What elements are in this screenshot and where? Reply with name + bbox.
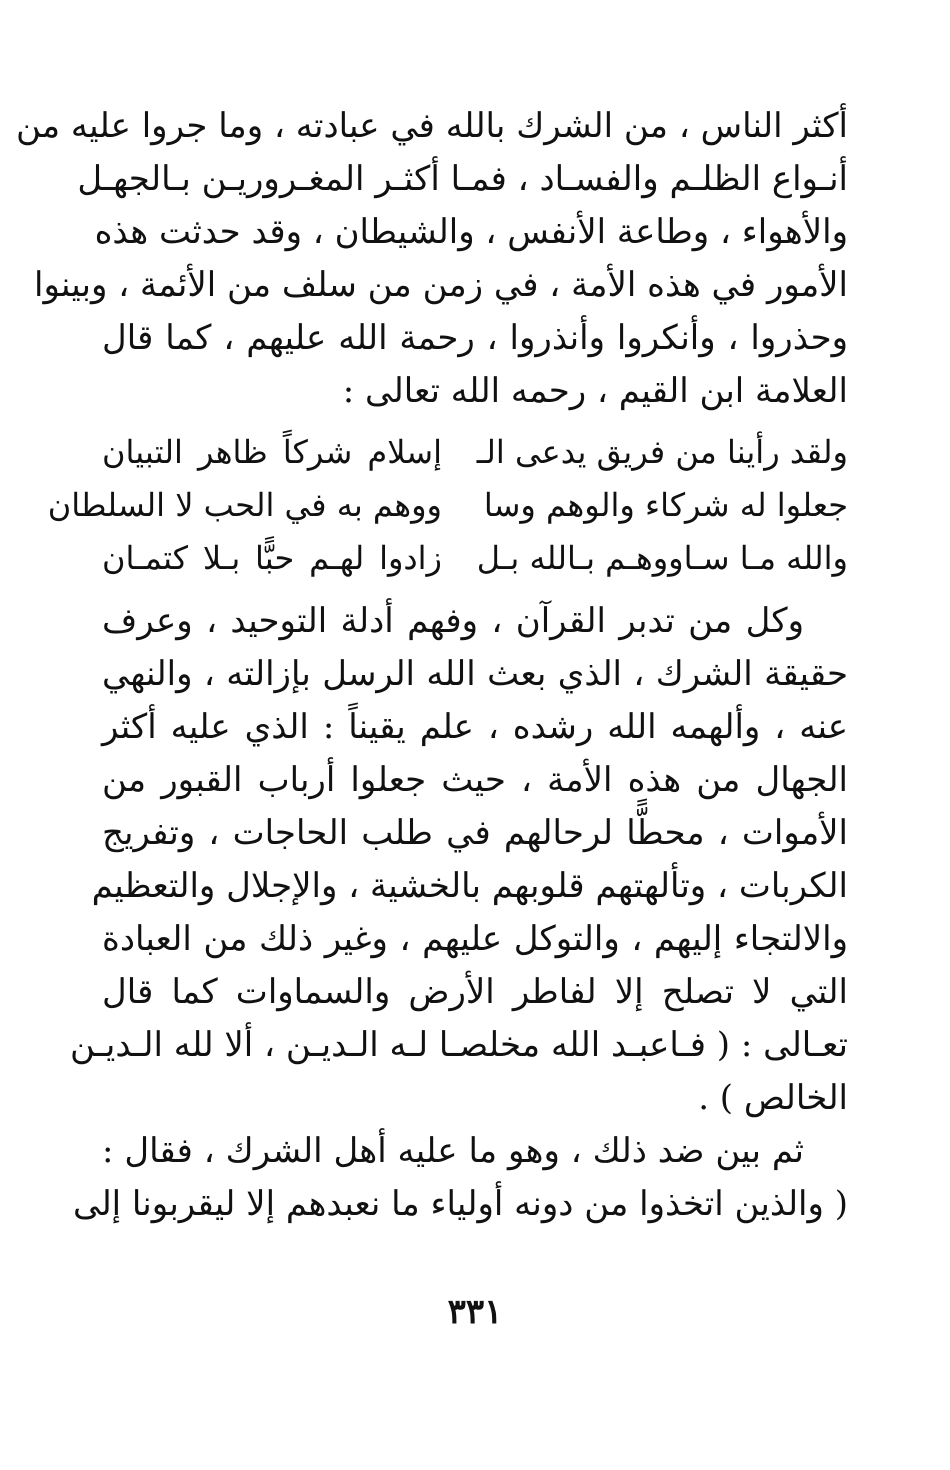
text-line: أكثر الناس ، من الشرك بالله في عبادته ، وما جروا عليه من bbox=[16, 106, 848, 146]
text-line: الأموات ، محطًّا لرحالهم في طلب الحاجات ، وتفريج bbox=[102, 813, 848, 853]
text-line: تعـالى : ( فـاعبـد الله مخلصـا لـه الـديـن ، ألا لله الـديـن bbox=[70, 1025, 848, 1065]
text-line: حقيقة الشرك ، الذي بعث الله الرسل بإزالته ، والنهي bbox=[102, 654, 848, 694]
paragraph-1 bbox=[16, 100, 848, 418]
text-line: والالتجاء إليهم ، والتوكل عليهم ، وغير ذلك من العبادة bbox=[102, 919, 848, 959]
text-line: وكل من تدبر القرآن ، وفهم أدلة التوحيد ، وعرف bbox=[102, 601, 804, 641]
text-line: الخالص ) . bbox=[698, 1078, 848, 1118]
verse-first-hemistich: جعلوا له شركاء والوهم وسا bbox=[483, 486, 848, 524]
verse-second-hemistich: زادوا لهـم حبًّا بـلا كتمـان bbox=[102, 539, 442, 577]
text-line: عنه ، وألهمه الله رشده ، علم يقيناً : الذي عليه أكثر bbox=[102, 707, 848, 747]
poem-verse bbox=[102, 426, 848, 479]
text-line: وحذروا ، وأنكروا وأنذروا ، رحمة الله عليهم ، كما قال bbox=[102, 318, 848, 358]
text-line: ثم بين ضد ذلك ، وهو ما عليه أهل الشرك ، فقال : bbox=[102, 1131, 804, 1171]
text-line: الأمور في هذه الأمة ، في زمن من سلف من الأئمة ، وبينوا bbox=[34, 265, 848, 305]
text-line: العلامة ابن القيم ، رحمه الله تعالى : bbox=[342, 371, 848, 411]
verse-first-hemistich: ولقد رأينا من فريق يدعى الـ bbox=[476, 433, 848, 471]
page-number: ٣٣١ bbox=[447, 1292, 503, 1332]
page-body bbox=[16, 100, 848, 1231]
verse-second-hemistich: إسلام شركاً ظاهر التبيان bbox=[102, 433, 442, 471]
text-line: التي لا تصلح إلا لفاطر الأرض والسماوات كما قال bbox=[102, 972, 848, 1012]
text-line: أنـواع الظلـم والفسـاد ، فمـا أكثـر المغـروريـن بـالجهـل bbox=[77, 159, 848, 199]
poem-block bbox=[47, 426, 848, 585]
paragraph-3 bbox=[72, 1125, 848, 1231]
paragraph-2 bbox=[70, 595, 848, 1125]
text-line: ( والذين اتخذوا من دونه أولياء ما نعبدهم إلا ليقربونا إلى bbox=[72, 1184, 848, 1224]
text-line: الكربات ، وتألهتهم قلوبهم بالخشية ، والإجلال والتعظيم bbox=[91, 866, 848, 906]
text-line: الجهال من هذه الأمة ، حيث جعلوا أرباب القبور من bbox=[102, 760, 848, 800]
text-line: والأهواء ، وطاعة الأنفس ، والشيطان ، وقد حدثت هذه bbox=[94, 212, 848, 252]
verse-second-hemistich: ووهم به في الحب لا السلطان bbox=[47, 486, 442, 524]
verse-first-hemistich: والله مـا سـاووهـم بـالله بـل bbox=[476, 539, 848, 577]
poem-verse bbox=[47, 479, 848, 532]
poem-verse bbox=[102, 532, 848, 585]
